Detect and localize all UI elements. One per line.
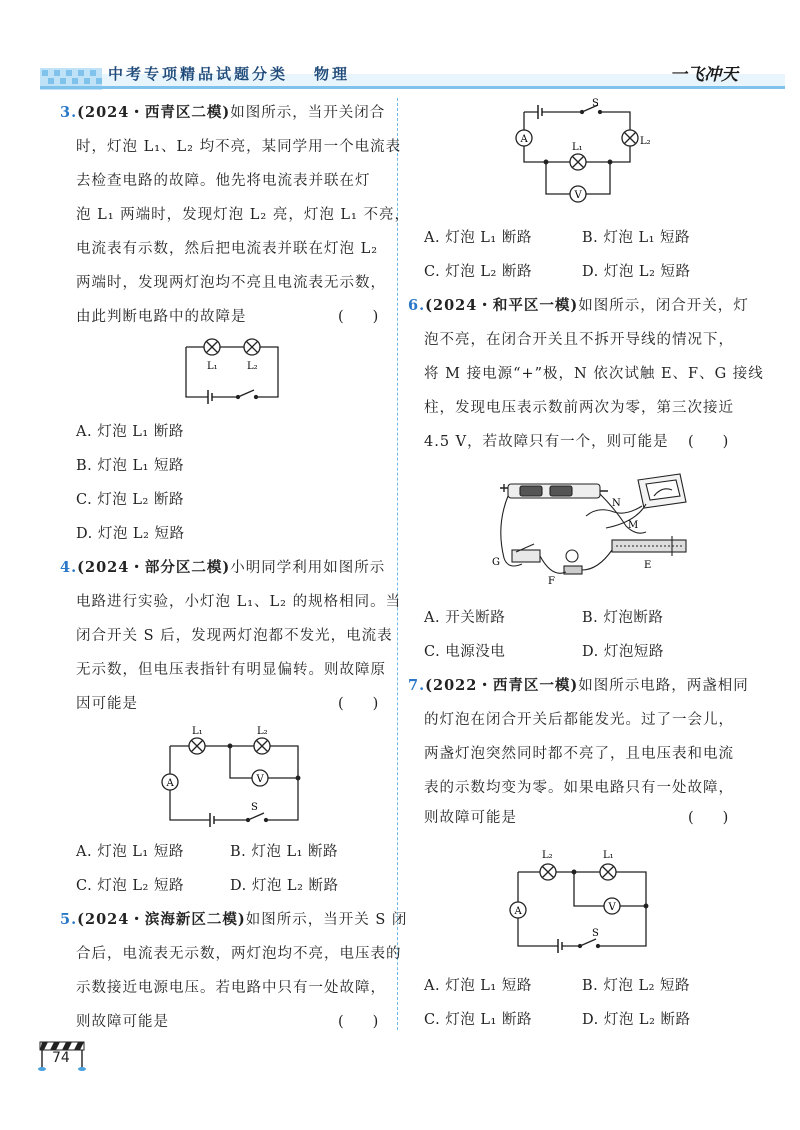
q6-option-d[interactable]: D. 灯泡短路 (582, 644, 664, 660)
q4-option-c[interactable]: C. 灯泡 L₂ 短路 (76, 878, 184, 894)
q6-answer-paren: ( ) (688, 434, 729, 450)
q7-option-b[interactable]: B. 灯泡 L₂ 短路 (582, 978, 691, 994)
q7-fig-label-a: A (514, 906, 522, 917)
q4-line-1: 电路进行实验，小灯泡 L₁、L₂ 的规格相同。当 (76, 594, 402, 610)
q5-line-0: 5.(2024・滨海新区二模)如图所示，当开关 S 闭 (60, 911, 408, 928)
q4-line-2: 闭合开关 S 后，发现两灯泡都不发光，电流表 (76, 628, 393, 644)
page-number: 74 (52, 1050, 70, 1066)
q5-fig-label-l1: L₁ (572, 142, 583, 153)
q3-number: 3. (60, 104, 78, 121)
q6-fig-label-n: N (612, 498, 621, 509)
q7-line-4: 则故障可能是 (424, 810, 517, 826)
q3-line-4: 电流表有示数，然后把电流表并联在灯泡 L₂ (76, 241, 379, 257)
q4-circuit-diagram (158, 722, 306, 828)
q6-apparatus-figure (486, 466, 696, 590)
q6-source: (2024・和平区一模) (425, 297, 579, 314)
q7-answer-paren: ( ) (688, 810, 729, 826)
q3-fig-label-l2: L₂ (247, 361, 258, 372)
q5-option-c[interactable]: C. 灯泡 L₂ 断路 (424, 264, 532, 280)
q6-line-0: 6.(2024・和平区一模)如图所示，闭合开关，灯 (408, 297, 749, 314)
q5-circuit-diagram (512, 98, 652, 214)
q5-fig-label-a: A (520, 134, 528, 145)
q3-line-1: 时，灯泡 L₁、L₂ 均不亮，某同学用一个电流表 (76, 139, 402, 155)
q3-answer-paren: ( ) (338, 309, 379, 325)
q4-source: (2024・部分区二模) (77, 559, 231, 576)
q7-line-3: 表的示数均变为零。如果电路只有一处故障， (424, 780, 734, 796)
q4-option-b[interactable]: B. 灯泡 L₁ 断路 (230, 844, 339, 860)
q4-fig-label-s: S (251, 802, 258, 813)
q3-circuit-diagram (178, 335, 288, 410)
q4-fig-label-a: A (166, 778, 174, 789)
q3-line-3: 泡 L₁ 两端时，发现灯泡 L₂ 亮，灯泡 L₁ 不亮， (76, 207, 410, 223)
q6-line-2: 将 M 接电源“+”极，N 依次试触 E、F、G 接线 (424, 366, 764, 382)
column-divider (397, 98, 398, 1030)
q5-option-b[interactable]: B. 灯泡 L₁ 短路 (582, 230, 691, 246)
q7-circuit-diagram (506, 842, 652, 954)
header-subject: 物理 (314, 65, 351, 83)
q5-line-2: 示数接近电源电压。若电路中只有一处故障， (76, 980, 386, 996)
q6-option-b[interactable]: B. 灯泡断路 (582, 610, 664, 626)
header-rule (40, 86, 785, 89)
q5-number: 5. (60, 911, 78, 928)
brand-logo: 一飞冲天 (670, 65, 738, 85)
q6-fig-label-e: E (644, 560, 652, 571)
q5-source: (2024・滨海新区二模) (77, 911, 246, 928)
q3-fig-label-l1: L₁ (207, 361, 218, 372)
q7-option-a[interactable]: A. 灯泡 L₁ 短路 (424, 978, 532, 994)
q6-number: 6. (408, 297, 426, 314)
q5-option-d[interactable]: D. 灯泡 L₂ 短路 (582, 264, 691, 280)
q7-fig-label-v: V (608, 902, 616, 913)
q7-line-1: 的灯泡在闭合开关后都能发光。过了一会儿， (424, 712, 734, 728)
q5-fig-label-s: S (592, 98, 599, 109)
q4-fig-label-v: V (256, 774, 264, 785)
q6-option-a[interactable]: A. 开关断路 (424, 610, 506, 626)
q4-option-d[interactable]: D. 灯泡 L₂ 断路 (230, 878, 339, 894)
q5-option-a[interactable]: A. 灯泡 L₁ 断路 (424, 230, 532, 246)
q6-line-1: 泡不亮，在闭合开关且不拆开导线的情况下， (424, 332, 734, 348)
q5-line-1: 合后，电流表无示数，两灯泡均不亮，电压表的 (76, 946, 402, 962)
q3-option-b[interactable]: B. 灯泡 L₁ 短路 (76, 458, 185, 474)
q4-answer-paren: ( ) (338, 696, 379, 712)
q6-fig-label-f: F (548, 576, 555, 587)
q4-number: 4. (60, 559, 78, 576)
q7-option-c[interactable]: C. 灯泡 L₁ 断路 (424, 1012, 532, 1028)
q4-line-3: 无示数，但电压表指针有明显偏转。则故障原 (76, 662, 386, 678)
q3-source: (2024・西青区二模) (77, 104, 231, 121)
q7-line-0: 7.(2022・西青区一模)如图所示电路，两盏相同 (408, 677, 749, 694)
q7-fig-label-l1: L₁ (603, 850, 614, 861)
q7-fig-label-l2: L₂ (542, 850, 553, 861)
header-title: 中考专项精品试题分类 (108, 65, 289, 83)
q3-option-a[interactable]: A. 灯泡 L₁ 断路 (76, 424, 184, 440)
q6-line-4: 4.5 V，若故障只有一个，则可能是 (424, 434, 669, 450)
q7-line-2: 两盏灯泡突然同时都不亮了，且电压表和电流 (424, 746, 734, 762)
q5-fig-label-l2: L₂ (640, 136, 651, 147)
q5-answer-paren: ( ) (338, 1014, 379, 1030)
q3-option-d[interactable]: D. 灯泡 L₂ 短路 (76, 526, 185, 542)
q4-fig-label-l2: L₂ (257, 726, 268, 737)
q5-line-3: 则故障可能是 (76, 1014, 169, 1030)
q6-option-c[interactable]: C. 电源没电 (424, 644, 506, 660)
q7-source: (2022・西青区一模) (425, 677, 579, 694)
q5-fig-label-v: V (574, 190, 582, 201)
q7-option-d[interactable]: D. 灯泡 L₂ 断路 (582, 1012, 691, 1028)
q3-line-5: 两端时，发现两灯泡均不亮且电流表无示数， (76, 275, 386, 291)
q4-fig-label-l1: L₁ (192, 726, 203, 737)
q3-option-c[interactable]: C. 灯泡 L₂ 断路 (76, 492, 184, 508)
q6-fig-label-m: M (628, 520, 639, 531)
q6-line-3: 柱，发现电压表示数前两次为零，第三次接近 (424, 400, 734, 416)
q7-fig-label-s: S (592, 928, 599, 939)
q4-option-a[interactable]: A. 灯泡 L₁ 短路 (76, 844, 184, 860)
q4-line-0: 4.(2024・部分区二模)小明同学利用如图所示 (60, 559, 386, 576)
q3-line-0: 3.(2024・西青区二模)如图所示，当开关闭合 (60, 104, 386, 121)
q6-fig-label-g: G (492, 557, 500, 568)
q4-line-4: 因可能是 (76, 696, 138, 712)
q3-line-2: 去检查电路的故障。他先将电流表并联在灯 (76, 173, 371, 189)
q3-line-6: 由此判断电路中的故障是 (76, 309, 247, 325)
q7-number: 7. (408, 677, 426, 694)
page-number-badge (38, 1040, 88, 1072)
